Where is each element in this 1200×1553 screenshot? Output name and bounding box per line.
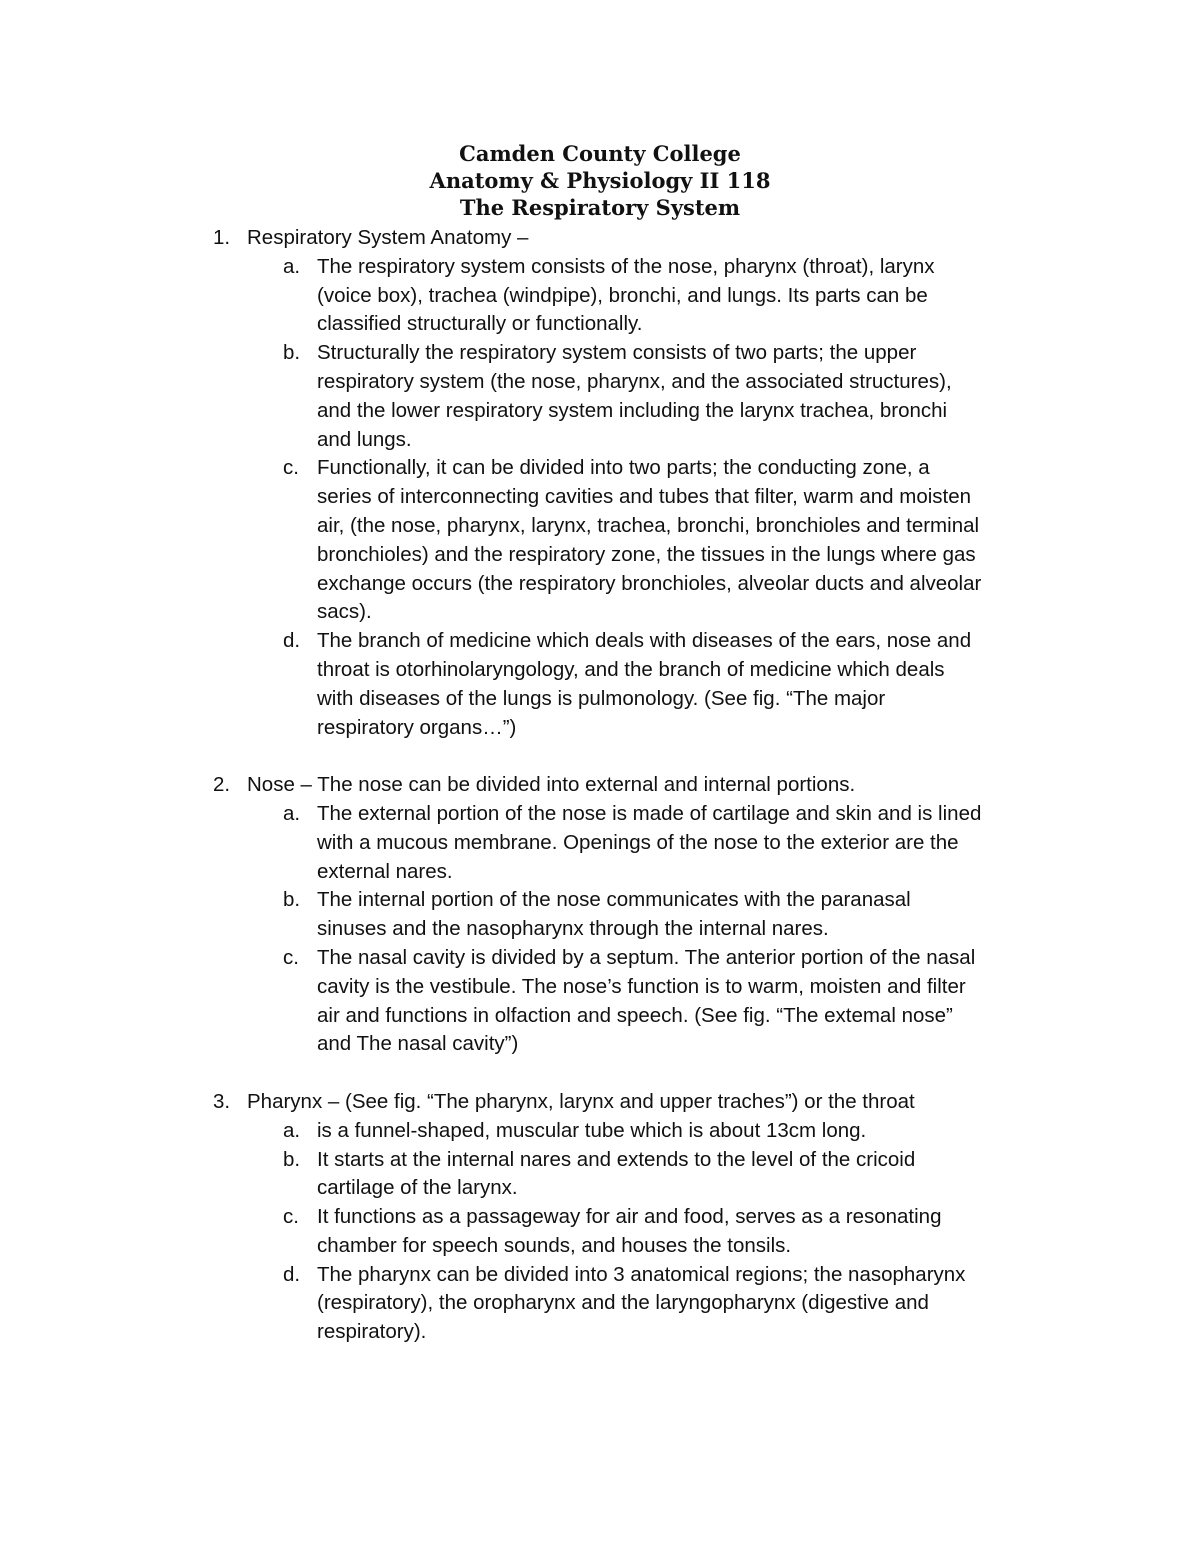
- item-letter: d.: [283, 629, 301, 653]
- section-title: Nose – The nose can be divided into external and internal portions.: [247, 773, 856, 797]
- item-line: cavity is the vestibule. The nose’s function is to warm, moisten and filter: [317, 974, 966, 998]
- item-line: Functionally, it can be divided into two parts; the conducting zone, a: [317, 456, 930, 480]
- item-line: with a mucous membrane. Openings of the nose to the exterior are the: [317, 830, 959, 854]
- item-line: with diseases of the lungs is pulmonology. (See fig. “The major: [317, 686, 886, 710]
- section-number: 3.: [213, 1089, 231, 1113]
- item-line: exchange occurs (the respiratory bronchioles, alveolar ducts and alveolar: [317, 571, 982, 595]
- item-line: chamber for speech sounds, and houses the tonsils.: [317, 1233, 792, 1257]
- item-line: and The nasal cavity”): [317, 1032, 519, 1056]
- item-line: It starts at the internal nares and extends to the level of the cricoid: [317, 1147, 916, 1171]
- section-heading: [0, 1088, 1047, 1117]
- item-line: classified structurally or functionally.: [317, 312, 643, 336]
- item-line: and lungs.: [317, 427, 412, 451]
- item-line: The branch of medicine which deals with diseases of the ears, nose and: [317, 629, 972, 653]
- course-title: Anatomy & Physiology II 118: [429, 168, 771, 193]
- list-item: [0, 944, 1037, 1059]
- item-letter: c.: [283, 945, 299, 969]
- item-line: respiratory system (the nose, pharynx, and the associated structures),: [317, 369, 952, 393]
- item-letter: b.: [283, 888, 301, 912]
- item-letter: d.: [283, 1262, 301, 1286]
- list-item: [0, 454, 1037, 627]
- item-line: The internal portion of the nose communicates with the paranasal: [317, 888, 911, 912]
- item-line: sinuses and the nasopharynx through the internal nares.: [317, 917, 829, 941]
- document-header: [0, 140, 1200, 221]
- section-title: Pharynx – (See fig. “The pharynx, larynx and upper traches”) or the throat: [247, 1089, 915, 1113]
- list-item: [0, 1117, 1037, 1146]
- item-line: bronchioles) and the respiratory zone, the tissues in the lungs where gas: [317, 542, 976, 566]
- section-pharynx: [0, 1088, 1200, 1347]
- item-line: air and functions in olfaction and speech. (See fig. “The extemal nose”: [317, 1003, 953, 1027]
- item-letter: b.: [283, 1147, 301, 1171]
- item-line: air, (the nose, pharynx, larynx, trachea, bronchi, bronchioles and terminal: [317, 513, 980, 537]
- item-line: The nasal cavity is divided by a septum. The anterior portion of the nasal: [317, 945, 976, 969]
- section-nose: [0, 771, 1200, 1059]
- list-item: [0, 800, 1037, 886]
- item-line: respiratory).: [317, 1320, 427, 1344]
- section-respiratory-anatomy: [0, 224, 1200, 742]
- item-line: cartilage of the larynx.: [317, 1176, 518, 1200]
- list-item: [0, 339, 1037, 454]
- list-item: [0, 253, 1037, 339]
- item-letter: a.: [283, 254, 301, 278]
- section-number: 1.: [213, 226, 231, 249]
- section-number: 2.: [213, 773, 231, 797]
- list-item: [0, 886, 1037, 944]
- item-line: is a funnel-shaped, muscular tube which is about 13cm long.: [317, 1118, 867, 1142]
- item-line: (respiratory), the oropharynx and the laryngopharynx (digestive and: [317, 1291, 929, 1315]
- item-line: throat is otorhinolaryngology, and the branch of medicine which deals: [317, 657, 945, 681]
- item-line: external nares.: [317, 859, 453, 883]
- college-name: Camden County College: [459, 141, 741, 166]
- list-item: [0, 627, 1037, 742]
- item-line: The respiratory system consists of the nose, pharynx (throat), larynx: [317, 254, 935, 278]
- list-item: [0, 1261, 1037, 1347]
- item-letter: a.: [283, 801, 301, 825]
- section-title: Respiratory System Anatomy –: [247, 226, 529, 249]
- list-item: [0, 1203, 1037, 1261]
- outline-body: [0, 224, 1200, 1347]
- list-item: [0, 1146, 1037, 1204]
- topic-title: The Respiratory System: [459, 195, 741, 220]
- item-line: Structurally the respiratory system consists of two parts; the upper: [317, 341, 917, 365]
- item-line: It functions as a passageway for air and food, serves as a resonating: [317, 1205, 942, 1229]
- section-heading: [0, 224, 1047, 253]
- item-letter: c.: [283, 1205, 299, 1229]
- item-letter: a.: [283, 1118, 301, 1142]
- item-letter: b.: [283, 341, 301, 365]
- item-letter: c.: [283, 456, 299, 480]
- item-line: respiratory organs…”): [317, 715, 517, 739]
- item-line: The external portion of the nose is made of cartilage and skin and is lined: [317, 801, 982, 825]
- section-heading: [0, 771, 1047, 800]
- item-line: series of interconnecting cavities and tubes that filter, warm and moisten: [317, 485, 972, 509]
- item-line: The pharynx can be divided into 3 anatomical regions; the nasopharynx: [317, 1262, 966, 1286]
- item-line: (voice box), trachea (windpipe), bronchi, and lungs. Its parts can be: [317, 283, 928, 307]
- item-line: and the lower respiratory system including the larynx trachea, bronchi: [317, 398, 948, 422]
- item-line: sacs).: [317, 600, 372, 624]
